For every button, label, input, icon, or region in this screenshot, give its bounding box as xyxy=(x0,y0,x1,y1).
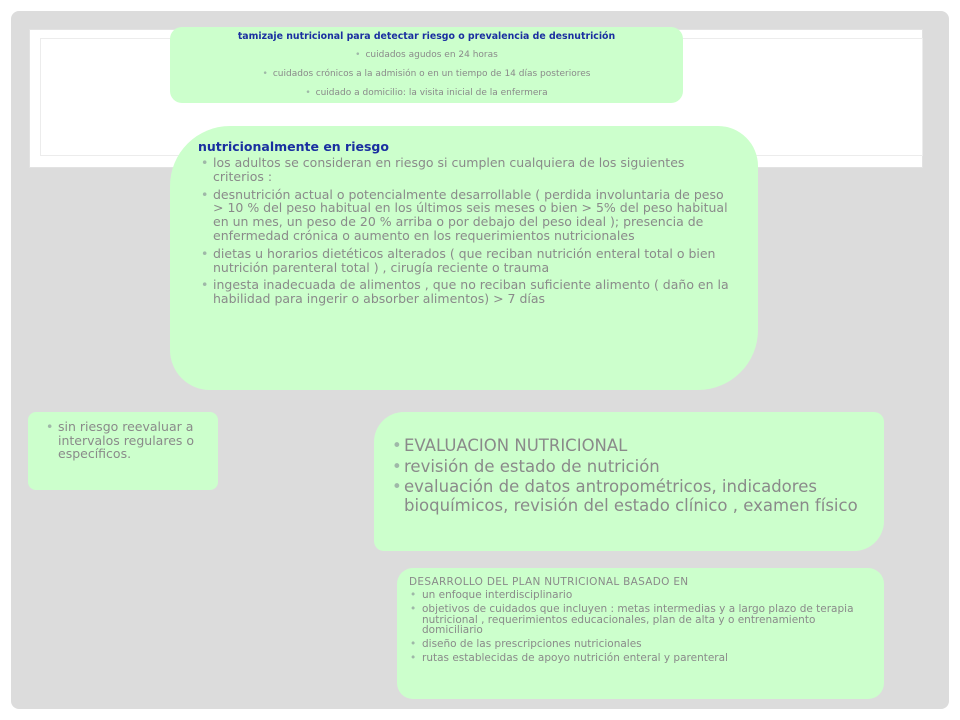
plan-title: DESARROLLO DEL PLAN NUTRICIONAL BASADO EN xyxy=(409,576,689,588)
screening-box xyxy=(170,27,683,103)
screening-item: • cuidado a domicilio: la visita inicial de la enfermera xyxy=(305,88,547,99)
at-risk-item: • desnutrición actual o potencialmente desarrollable ( perdida involuntaria de peso > 10 % del peso habitual en los últimos seis meses o bien > 5% del peso habitual en un mes, un peso de 20 % arriba o por debajo del peso ideal ); presencia de enfermedad crónica o aumento en los requerimientos nutricionales xyxy=(213,188,738,243)
plan-item: • diseño de las prescripciones nutricionales xyxy=(422,639,870,649)
screening-item: • cuidados crónicos a la admisión o en un tiempo de 14 días posteriores xyxy=(263,69,591,80)
at-risk-box xyxy=(170,126,758,390)
plan-box xyxy=(397,568,884,699)
at-risk-item: • los adultos se consideran en riesgo si cumplen cualquiera de los siguientes criterios : xyxy=(213,156,738,184)
at-risk-list xyxy=(198,156,738,306)
at-risk-item: • ingesta inadecuada de alimentos , que no reciban suficiente alimento ( daño en la habilidad para ingerir o absorber alimentos) > 7 días xyxy=(213,278,738,306)
plan-item: • rutas establecidas de apoyo nutrición enteral y parenteral xyxy=(422,653,870,663)
plan-item: • objetivos de cuidados que incluyen : metas intermedias y a largo plazo de terapia nutricional , requerimientos educacionales, plan de alta y o entrenamiento domiciliario xyxy=(422,604,870,635)
evaluation-box xyxy=(374,412,884,551)
evaluation-item: • evaluación de datos antropométricos, indicadores bioquímicos, revisión del estado clínico , examen físico xyxy=(404,478,874,515)
no-risk-item: • sin riesgo reevaluar a intervalos regulares o específicos. xyxy=(58,420,210,461)
screening-list xyxy=(170,42,683,99)
plan-item: • un enfoque interdisciplinario xyxy=(422,590,870,600)
plan-list xyxy=(409,590,870,664)
screening-title: tamizaje nutricional para detectar riesgo o prevalencia de desnutrición xyxy=(237,31,616,42)
at-risk-item: • dietas u horarios dietéticos alterados ( que reciban nutrición enteral total o bien nutrición parenteral total ) , cirugía reciente o trauma xyxy=(213,247,738,275)
evaluation-item: • EVALUACION NUTRICIONAL xyxy=(404,437,874,456)
evaluation-item: • revisión de estado de nutrición xyxy=(404,458,874,477)
at-risk-title: nutricionalmente en riesgo xyxy=(198,139,389,154)
no-risk-box xyxy=(28,412,218,490)
screening-item: • cuidados agudos en 24 horas xyxy=(355,50,498,61)
evaluation-list xyxy=(404,437,874,515)
no-risk-list xyxy=(58,420,210,461)
